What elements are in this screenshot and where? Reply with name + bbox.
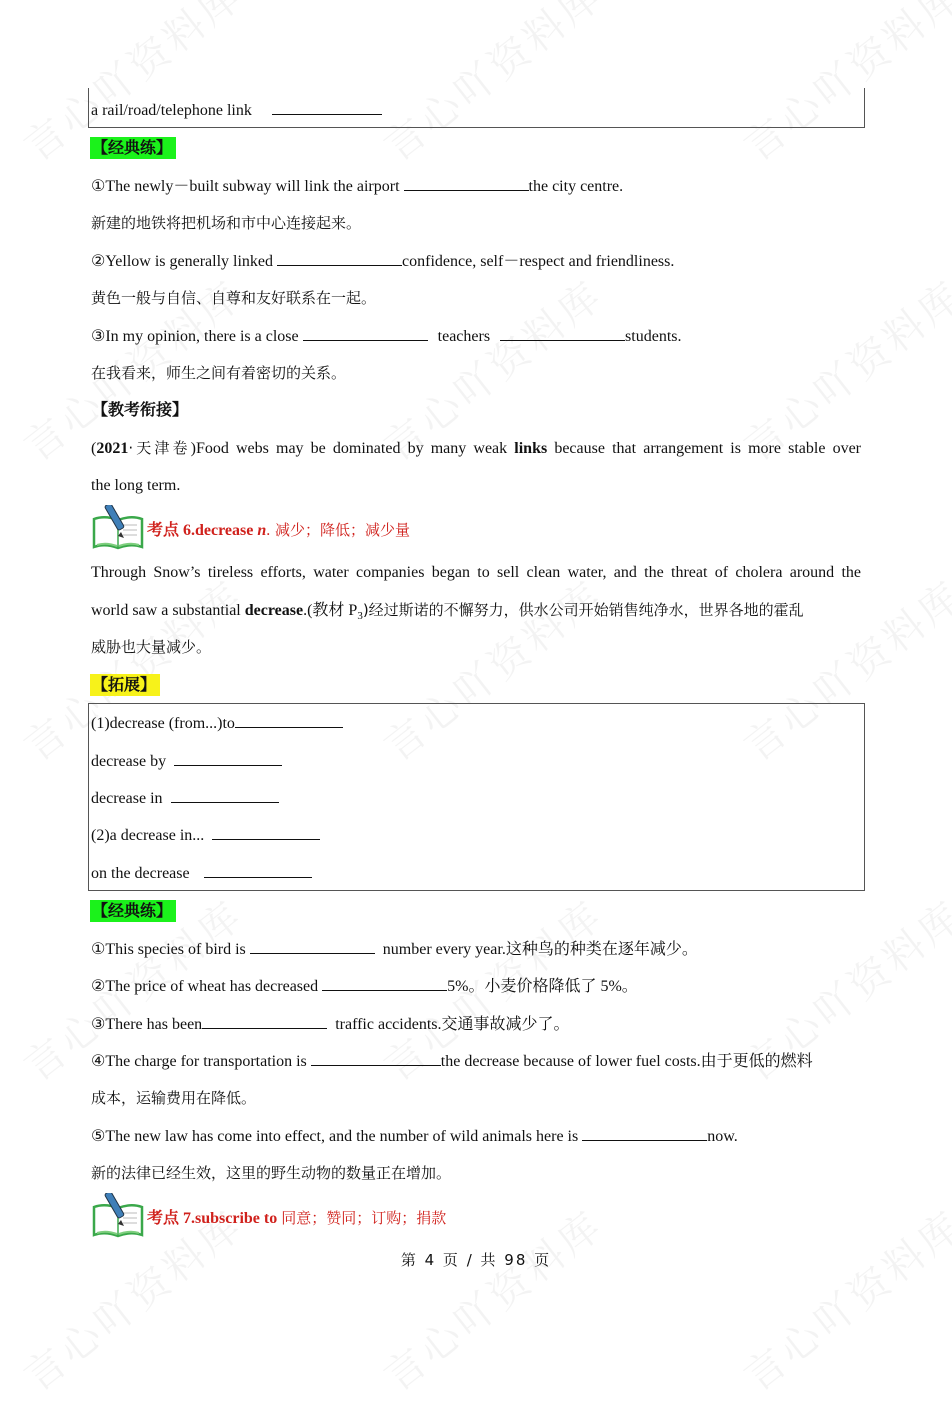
- extension-text: (1)decrease (from...)to: [91, 715, 235, 732]
- answer-blank[interactable]: [322, 976, 447, 991]
- translation: 新的法律已经生效，这里的野生动物的数量正在增加。: [91, 1164, 452, 1182]
- source-name: ·天津卷: [128, 439, 191, 457]
- watermark: [730, 0, 952, 172]
- extension-tag: 【拓展】: [90, 674, 160, 696]
- item-number: ⑤: [91, 1128, 106, 1145]
- item-number: ②: [91, 253, 106, 270]
- item-text: In my opinion, there is a close: [105, 328, 303, 345]
- practice-tag: 【经典练】: [90, 137, 176, 159]
- point-title: [147, 1205, 446, 1228]
- book-pencil-icon: [91, 1193, 145, 1239]
- point-label: 考点 6.decrease: [147, 521, 258, 539]
- watermark: [730, 1195, 952, 1402]
- point-meaning: 同意；赞同；订购；捐款: [281, 1208, 447, 1227]
- exam-text: because that arrangement is more stable over: [547, 440, 861, 457]
- item-text: confidence, self－respect and friendliness.: [402, 253, 675, 270]
- answer-blank[interactable]: [277, 251, 402, 266]
- item-text: the decrease because of lower fuel costs.由于更低的燃料: [440, 1053, 813, 1070]
- answer-blank[interactable]: [404, 176, 529, 191]
- translation: 黄色一般与自信、自尊和友好联系在一起。: [91, 289, 377, 307]
- answer-blank[interactable]: [202, 1014, 327, 1029]
- practice-item: [91, 976, 638, 997]
- item-text: The newly－built subway will link the airport: [105, 178, 404, 195]
- answer-blank[interactable]: [204, 863, 312, 878]
- punct: .: [266, 521, 271, 539]
- extension-item: [91, 713, 343, 734]
- translation: 威胁也大量减少。: [91, 638, 212, 656]
- extension-item: [91, 788, 279, 809]
- answer-blank[interactable]: [303, 326, 428, 341]
- point-label: 考点 7.subscribe to: [147, 1209, 282, 1227]
- point-heading: [91, 1193, 446, 1239]
- item-number: ①: [91, 178, 106, 195]
- practice-item: [91, 1126, 738, 1147]
- translation: 在我看来，师生之间有着密切的关系。: [91, 364, 347, 382]
- part-of-speech: n: [257, 521, 267, 539]
- exam-sentence-cont: the long term.: [91, 477, 181, 494]
- item-text: now.: [707, 1128, 738, 1145]
- answer-blank[interactable]: [500, 326, 625, 341]
- answer-blank[interactable]: [212, 825, 320, 840]
- item-text: The price of wheat has decreased: [105, 978, 323, 995]
- translation: 新建的地铁将把机场和市中心连接起来。: [91, 214, 362, 232]
- watermark: [370, 0, 613, 172]
- page-subscript: 3: [357, 610, 363, 623]
- item-text: number every year.这种鸟的种类在逐年减少。: [378, 941, 698, 958]
- practice-item: [91, 251, 674, 272]
- collocation-line: [91, 100, 382, 121]
- answer-blank[interactable]: [272, 100, 382, 115]
- practice-tag: 【经典练】: [90, 900, 176, 922]
- item-number: ④: [91, 1053, 106, 1070]
- exam-link-tag: 【教考衔接】: [92, 400, 189, 419]
- source-year: 2021: [96, 440, 129, 457]
- example-line: [91, 600, 804, 626]
- keyword: decrease: [244, 602, 304, 619]
- extension-item: [91, 751, 282, 772]
- example-text: world saw a substantial: [91, 602, 245, 619]
- extension-text: (2)a decrease in...: [91, 827, 209, 844]
- extension-item: [91, 863, 312, 884]
- answer-blank[interactable]: [582, 1126, 707, 1141]
- example-line: Through Snow’s tireless efforts, water companies began to sell clean water, and the threat of cholera around the: [91, 564, 861, 581]
- point-title: [147, 517, 410, 540]
- translation: )经过斯诺的不懈努力，供水公司开始销售纯净水，世界各地的霍乱: [362, 601, 804, 619]
- book-pencil-icon: [91, 505, 145, 551]
- source-ref: .(教材 P: [303, 602, 358, 619]
- item-number: ①: [91, 941, 106, 958]
- translation: 成本，运输费用在降低。: [91, 1089, 257, 1107]
- item-text: 5%。小麦价格降低了 5%。: [447, 978, 638, 995]
- item-text: Yellow is generally linked: [105, 253, 278, 270]
- point-heading: [91, 505, 410, 551]
- page-footer: 第 4 页 / 共 98 页: [400, 1251, 552, 1269]
- item-text: students.: [625, 328, 682, 345]
- extension-text: decrease by: [91, 753, 171, 770]
- extension-text: on the decrease: [91, 865, 194, 882]
- answer-blank[interactable]: [171, 788, 279, 803]
- exam-sentence: (2021·天津卷)Food webs may be dominated by many weak links because that arrangement is more stable over: [91, 439, 861, 457]
- practice-item: [91, 1051, 813, 1072]
- practice-item: [91, 939, 698, 960]
- practice-item: [91, 176, 623, 197]
- item-number: ③: [91, 328, 106, 345]
- item-text: This species of bird is: [105, 941, 250, 958]
- extension-text: decrease in: [91, 790, 167, 807]
- keyword: links: [514, 440, 548, 457]
- item-text: traffic accidents.交通事故减少了。: [331, 1016, 570, 1033]
- answer-blank[interactable]: [235, 713, 343, 728]
- practice-item: [91, 326, 682, 347]
- answer-blank[interactable]: [174, 751, 282, 766]
- practice-item: [91, 1014, 570, 1035]
- answer-blank[interactable]: [311, 1051, 441, 1066]
- answer-blank[interactable]: [250, 939, 375, 954]
- item-text: The charge for transportation is: [105, 1053, 311, 1070]
- exam-text: Food webs may be dominated by many weak: [195, 440, 515, 457]
- item-text: the city centre.: [528, 178, 624, 195]
- extension-item: [91, 825, 320, 846]
- point-meaning: 减少；降低；减少量: [270, 520, 411, 539]
- item-number: ③: [91, 1016, 106, 1033]
- item-text: teachers: [433, 328, 495, 345]
- collocation-text: a rail/road/telephone link: [91, 102, 252, 119]
- item-number: ②: [91, 978, 106, 995]
- item-text: The new law has come into effect, and the number of wild animals here is: [105, 1128, 583, 1145]
- item-text: There has been: [105, 1016, 203, 1033]
